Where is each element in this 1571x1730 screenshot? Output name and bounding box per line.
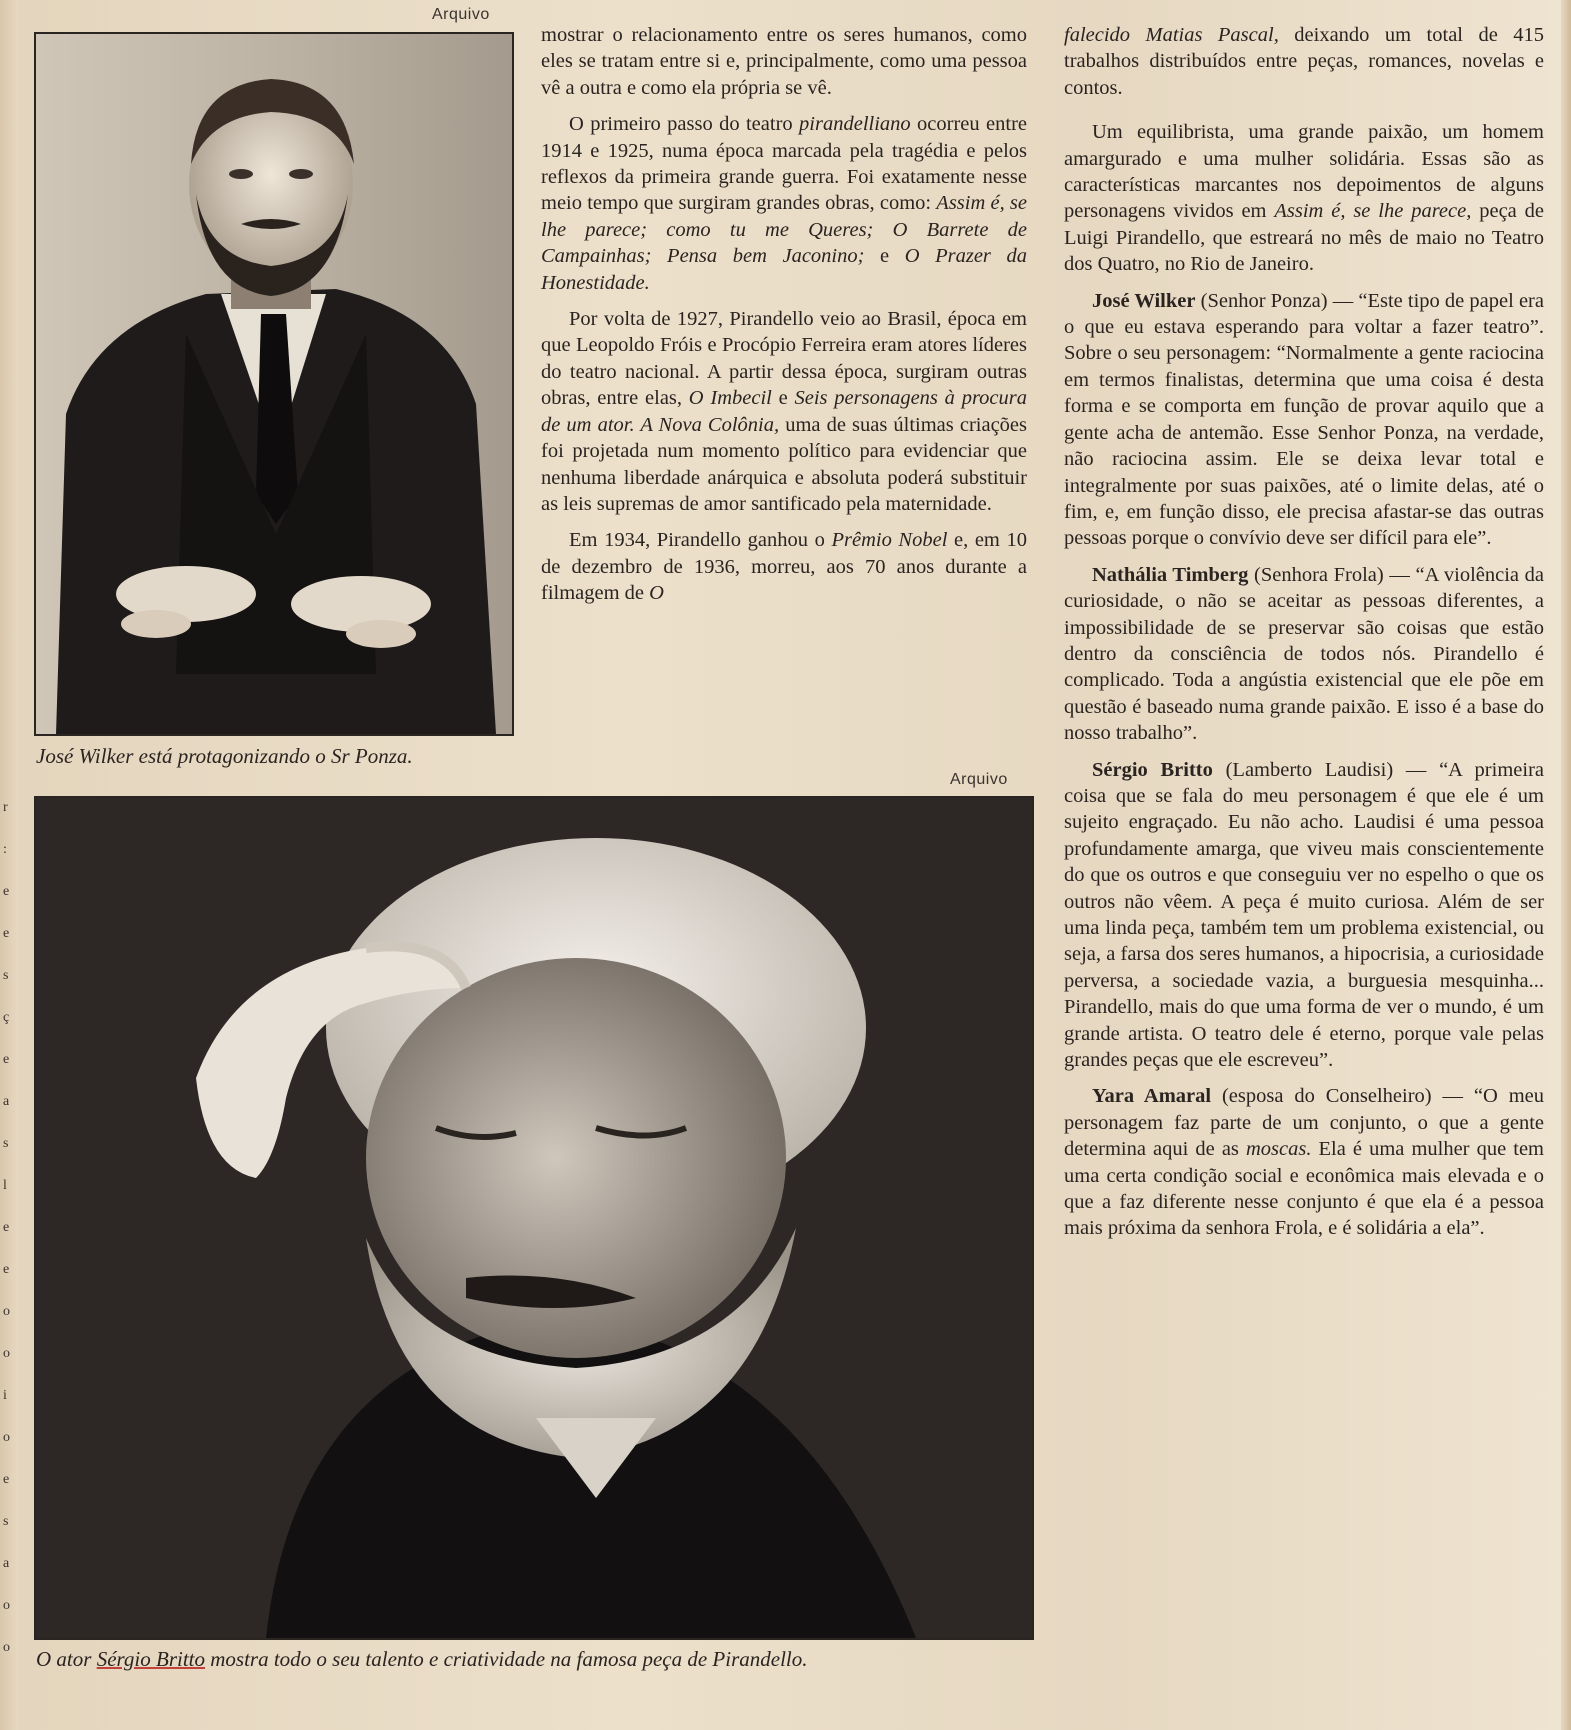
text-italic: Seis personagens à procura de um ator. A Nova Colônia, <box>541 387 1027 436</box>
strip-char: l <box>3 1178 7 1193</box>
strip-char: : <box>3 842 7 857</box>
strip-char: e <box>3 926 10 941</box>
paragraph <box>1064 119 1544 277</box>
photo-credit: Arquivo <box>432 6 490 23</box>
strip-char: s <box>3 1514 9 1529</box>
strip-char: o <box>3 1346 10 1361</box>
article-column-right <box>1064 22 1544 1252</box>
caption-text: O ator <box>36 1647 97 1671</box>
text: peça de Luigi Pirandello, que estreará no mês de maio no Teatro dos Quatro, no Rio de Janeiro. <box>1064 200 1544 276</box>
strip-char: s <box>3 968 9 983</box>
strip-char: ç <box>3 1010 10 1025</box>
article-column-middle <box>541 22 1027 617</box>
text: O primeiro passo do teatro <box>569 113 800 136</box>
strip-char: o <box>3 1430 10 1445</box>
strip-char: e <box>3 1052 10 1067</box>
strip-char: e <box>3 1262 10 1277</box>
text-italic: moscas. <box>1245 1138 1312 1161</box>
paragraph-amaral <box>1064 1083 1544 1241</box>
strip-char: a <box>3 1094 10 1109</box>
adjacent-column-fragment <box>0 0 18 1730</box>
paragraph-britto <box>1064 757 1544 1074</box>
strip-char: o <box>3 1598 10 1613</box>
paragraph: mostrar o relacionamento entre os seres humanos, como eles se tratam entre si e, principalmente, como uma pessoa vê a outra e como ela própria se vê. <box>541 24 1027 99</box>
photo-caption-britto <box>36 1647 808 1672</box>
strip-char: o <box>3 1640 10 1655</box>
text-italic: falecido Matias Pascal, <box>1064 24 1279 46</box>
text: (esposa do Conselheiro) — “O meu personagem faz parte de um conjunto, o que a gente determina aqui de as <box>1064 1085 1544 1161</box>
strip-char: e <box>3 1472 10 1487</box>
paragraph <box>541 111 1027 296</box>
text-italic: O <box>649 582 664 605</box>
text-italic: Prêmio Nobel <box>831 529 948 552</box>
text-italic: Assim é, se lhe parece; como tu me Queres; O Barrete de Campainhas; Pensa bem Jaconino; <box>541 192 1027 268</box>
paragraph <box>541 527 1027 606</box>
paragraph <box>541 306 1027 517</box>
speaker-name: Nathália Timberg <box>1092 563 1249 586</box>
text-italic: O Prazer da Honestidade. <box>541 245 1027 294</box>
text: (Senhora Frola) — “A violência da curiosidade, o não se aceitar as pessoas diferentes, a impossibilidade de se preservar são coisas que estão dentro da consciência de todos nós. Pirandello é complicado. Toda a angústia existencial que ele põe em questão é baseado numa grande paixão. E isso é a base do nosso trabalho”. <box>1064 563 1544 745</box>
text: (Lamberto Laudisi) — “A primeira coisa que se fala do meu personagem é que ele é um sujeito engraçado. Eu não acho. Laudisi é uma pessoa profundamente amarga, que viveu mais conscientemente do que os outros e que conseguiu ver no espelho o que os outros não vêem. A peça é muito curiosa. Além de ser uma linda peça, também tem um problema existencial, ou seja, a farsa dos seres humanos, a hipocrisia, a curiosidade perversa, a sociedade vazia, a burguesia mesquinha... Pirandello, mais do que uma forma de ver o mundo, é um grande artista. O teatro dele é eterno, porque vale pelas grandes peças que ele escreveu”. <box>1064 758 1544 1072</box>
speaker-name: José Wilker <box>1092 289 1196 312</box>
paragraph-wilker <box>1064 288 1544 552</box>
paragraph-timberg <box>1064 562 1544 747</box>
speaker-name: Sérgio Britto <box>1092 758 1213 781</box>
strip-char: a <box>3 1556 10 1571</box>
paragraph <box>1064 22 1544 101</box>
strip-char: e <box>3 884 10 899</box>
strip-char: e <box>3 1220 10 1235</box>
strip-char: i <box>3 1388 7 1403</box>
photo-sergio-britto <box>34 796 1034 1640</box>
speaker-name: Yara Amaral <box>1092 1085 1212 1108</box>
strip-char: s <box>3 1136 9 1151</box>
caption-name: Sérgio Britto <box>96 1647 205 1671</box>
photo-credit: Arquivo <box>950 771 1008 788</box>
text: Ela é uma mulher que tem uma certa condição social e econômica mais elevada e o que a faz diferente nesse conjunto é que ela é a pessoa mais próxima da senhora Frola, e é solidária a ela”. <box>1064 1138 1544 1240</box>
text: (Senhor Ponza) — “Este tipo de papel era o que eu estava esperando para voltar a fazer teatro”. Sobre o seu personagem: “Normalmente a gente raciocina em termos finalistas, determina que uma coisa é desta forma e se comporta em função de provar aquilo que a gente acha de antemão. Esse Senhor Ponza, na verdade, não raciocina assim. Ele se deixa levar total e integralmente por suas paixões, até o limite delas, até o fim, e, em função disso, ele precisa afastar-se das outras pessoas porque o convívio deve ser difícil para ele”. <box>1064 289 1544 550</box>
text: uma de suas últimas criações foi projetada num momento político para evidenciar que nenhuma liberdade anárquica e absoluta poderá substituir as leis supremas de amor santificado pela maternidade. <box>541 413 1027 515</box>
strip-char: o <box>3 1304 10 1319</box>
text-italic: O Imbecil <box>688 387 772 410</box>
text: Um equilibrista, uma grande paixão, um homem amargurado e uma mulher solidária. Essas são as características marcantes nos depoimentos de alguns personagens vividos em <box>1064 121 1544 223</box>
text: deixando um total de 415 trabalhos distribuídos entre peças, romances, novelas e contos. <box>1064 24 1545 99</box>
portrait-illustration <box>36 34 512 734</box>
strip-char: r <box>3 800 8 815</box>
caption-text: mostra todo o seu talento e criatividade na famosa peça de Pirandello. <box>205 1647 808 1671</box>
text: ocorreu entre 1914 e 1925, numa época marcada pela tragédia e pelos reflexos da primeira grande guerra. Foi exatamente nesse meio tempo que surgiram grandes obras, como: <box>541 113 1027 215</box>
photo-jose-wilker <box>34 32 514 736</box>
text: e <box>864 245 905 268</box>
text-italic: pirandelliano <box>799 113 911 136</box>
portrait-illustration <box>36 798 1032 1638</box>
text: e <box>771 387 795 410</box>
page-edge <box>1561 0 1571 1730</box>
photo-caption-wilker: José Wilker está protagonizando o Sr Ponza. <box>36 744 413 768</box>
text: Por volta de 1927, Pirandello veio ao Brasil, época em que Leopoldo Fróis e Procópio Ferreira eram atores líderes do teatro nacional. A partir dessa época, surgiram outras obras, entre elas, <box>541 308 1027 410</box>
text: Em 1934, Pirandello ganhou o <box>569 529 832 552</box>
text: e, em 10 de dezembro de 1936, morreu, aos 70 anos durante a filmagem de <box>541 529 1027 605</box>
text-italic: Assim é, se lhe parece, <box>1274 200 1472 223</box>
